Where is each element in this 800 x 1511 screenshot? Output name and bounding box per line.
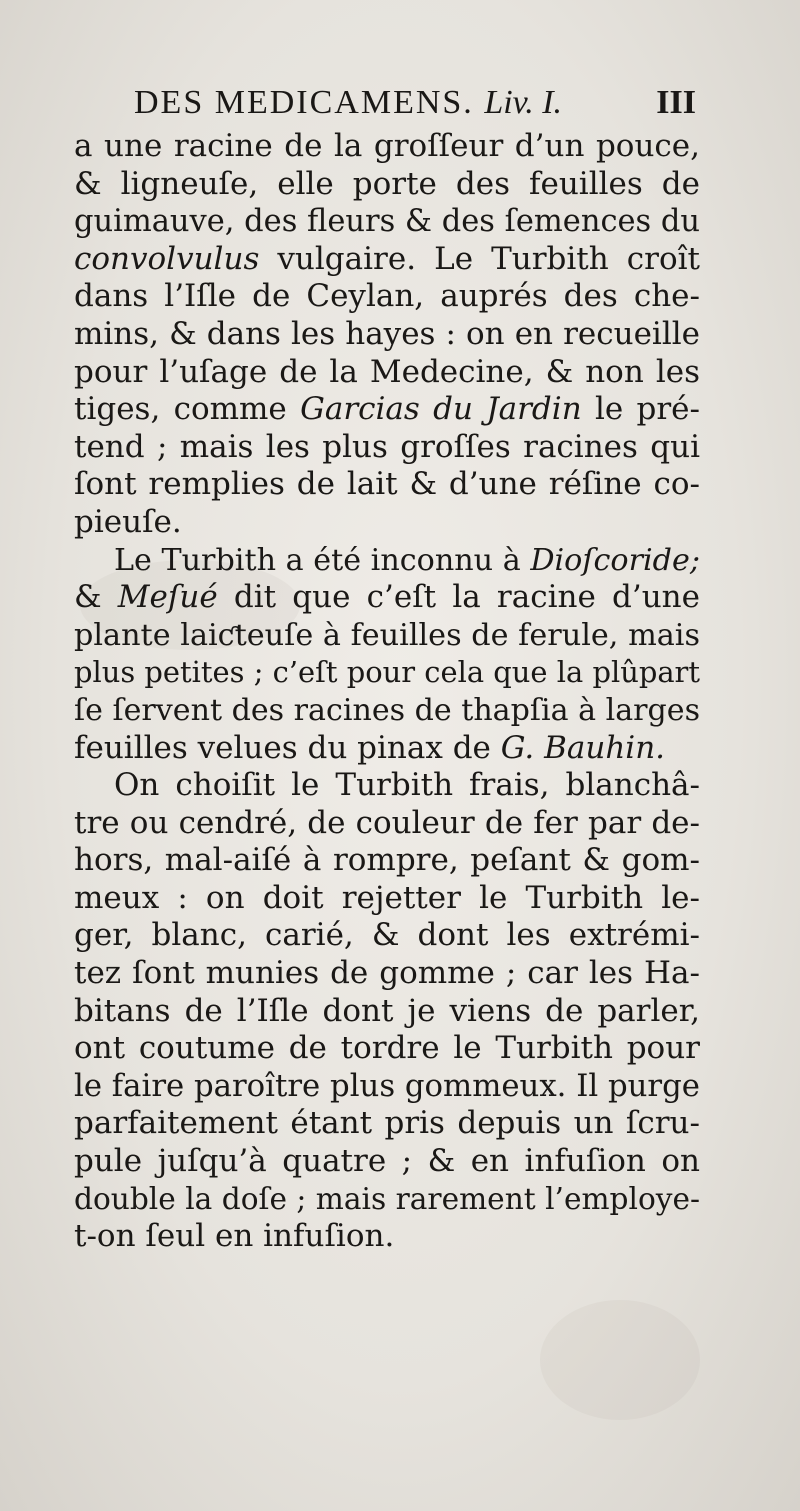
text-line: ſont remplies de lait & d’une réſine co- xyxy=(74,466,700,503)
text-run: & xyxy=(74,579,118,616)
running-head xyxy=(134,84,562,122)
text-line: pule juſqu’à quatre ; & en infuſion on xyxy=(74,1143,700,1180)
running-header xyxy=(74,84,700,128)
text-line: ſe ſervent des racines de thapſia à larges xyxy=(74,692,701,728)
text-line: pour l’uſage de la Medecine, & non les xyxy=(74,353,700,390)
page-text xyxy=(74,84,700,1256)
italic-term: G. Bauhin. xyxy=(500,729,666,766)
text-run: Le Turbith a été inconnu à xyxy=(114,542,531,578)
text-line: ger, blanc, carié, & dont les extrémi- xyxy=(74,917,700,954)
running-head-title: DES MEDICAMENS. xyxy=(134,84,474,121)
text-run: vulgaire. Le Turbith croît xyxy=(259,240,700,277)
paper-stain xyxy=(540,1300,700,1420)
italic-term: Garcias du Jardin xyxy=(300,391,582,428)
text-run: le pré- xyxy=(581,391,701,428)
text-line xyxy=(74,241,700,279)
text-line: tre ou cendré, de couleur de fer par de- xyxy=(74,804,700,841)
text-line: bitans de l’Iſle dont je viens de parler, xyxy=(74,992,700,1029)
text-line: guimauve, des fleurs & des ſemences du xyxy=(74,204,700,240)
text-line: plus petites ; c’eſt pour cela que la plûpart xyxy=(74,655,700,690)
italic-term: convolvulus xyxy=(74,240,260,277)
text-line: le faire paroître plus gommeux. Il purge xyxy=(74,1067,700,1104)
text-run: dit que c’eſt la racine d’une xyxy=(217,579,700,616)
text-line xyxy=(74,579,700,617)
text-line: mins, & dans les hayes : on en recueille xyxy=(74,315,700,352)
text-line: t-on ſeul en infuſion. xyxy=(74,1218,395,1255)
text-line xyxy=(74,542,700,580)
text-line xyxy=(74,391,700,429)
text-line xyxy=(74,730,700,768)
text-line: ont coutume de tordre le Turbith pour xyxy=(74,1030,700,1067)
page-number: III xyxy=(656,84,696,121)
text-line: meux : on doit rejetter le Turbith le- xyxy=(74,879,700,916)
text-line: & ligneuſe, elle porte des feuilles de xyxy=(74,165,700,202)
text-line: a une racine de la groſſeur d’un pouce, xyxy=(74,128,700,164)
text-line: double la doſe ; mais rarement l’employe- xyxy=(74,1181,701,1216)
text-line: parfaitement étant pris depuis un ſcru- xyxy=(74,1105,700,1142)
text-line: On choiſit le Turbith frais, blanchâ- xyxy=(114,767,700,804)
italic-term: Dioſcoride; xyxy=(530,542,700,578)
running-head-book: Liv. I. xyxy=(484,84,563,121)
text-line: tend ; mais les plus groſſes racines qui xyxy=(74,428,700,465)
text-run: tiges, comme xyxy=(74,391,301,428)
text-line: tez ſont munies de gomme ; car les Ha- xyxy=(74,955,700,992)
text-line: hors, mal-aiſé à rompre, peſant & gom- xyxy=(74,842,700,879)
text-run: feuilles velues du pinax de xyxy=(74,729,501,766)
text-line: pieuſe. xyxy=(74,503,182,540)
body-text xyxy=(74,128,700,1256)
text-line: plante laiƈteuſe à feuilles de ferule, mais xyxy=(74,617,700,653)
italic-term: Meſué xyxy=(117,579,218,616)
text-line: dans l’Iſle de Ceylan, auprés des che- xyxy=(74,278,700,315)
